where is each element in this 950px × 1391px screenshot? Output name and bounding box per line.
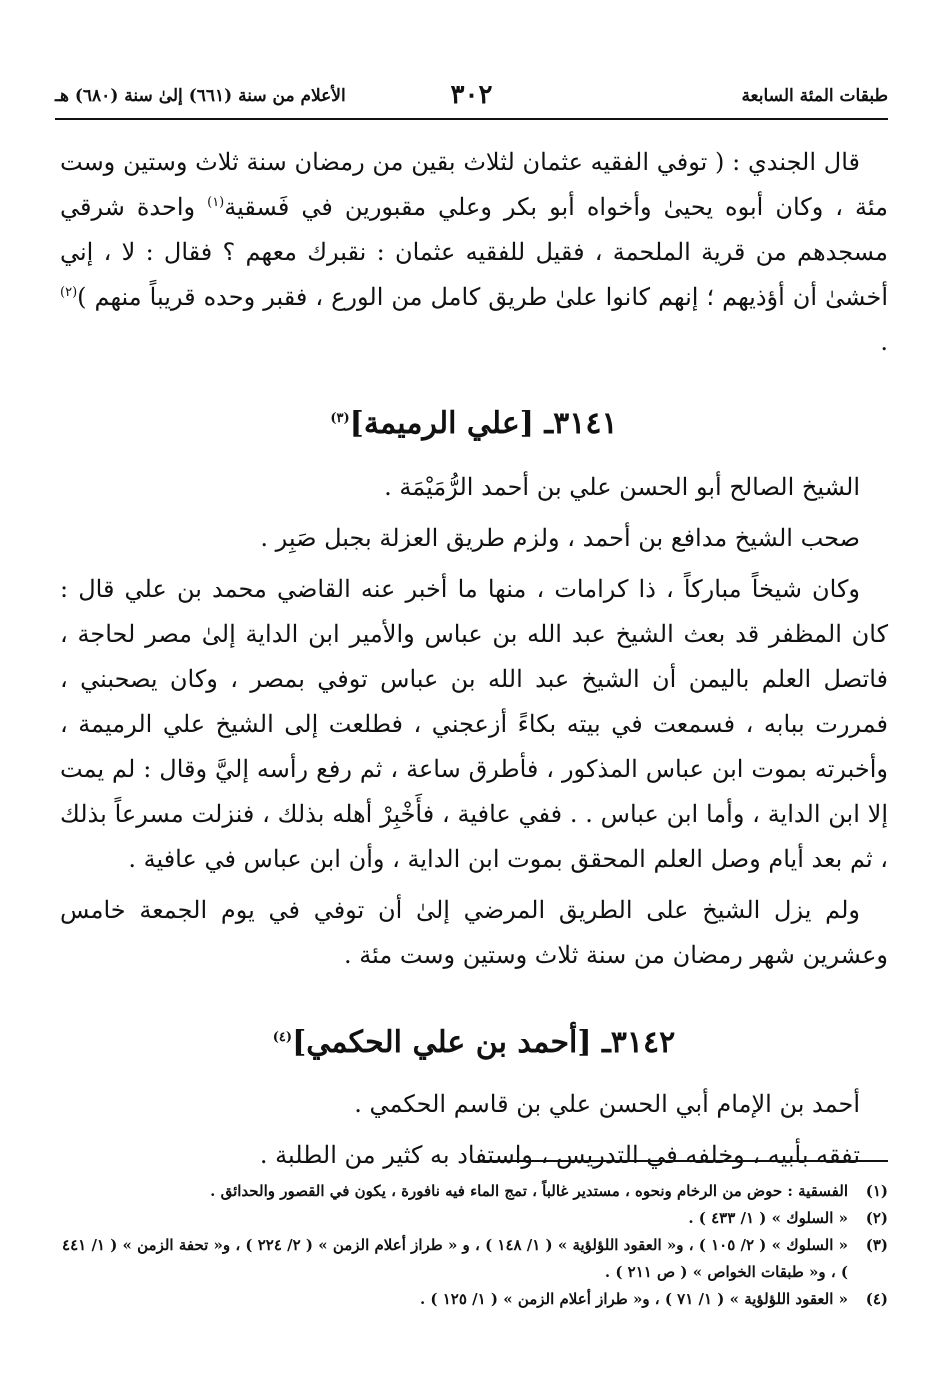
page-body <box>60 140 888 1184</box>
entry2-paragraph: تفقه بأبيه ، وخلفه في التدريس ، واستفاد به كثير من الطلبة . <box>259 1141 860 1169</box>
entry2-paragraph: أحمد بن الإمام أبي الحسن علي بن قاسم الحكمي . <box>354 1090 860 1118</box>
entry1-paragraph: وكان شيخاً مباركاً ، ذا كرامات ، منها ما أخبر عنه القاضي محمد بن علي قال : كان المظفر قد بعث الشيخ عبد الله بن عباس والأمير ابن الداية إلىٰ مصر لحاجة ، فاتصل العلم باليمن أن الشيخ عبد الله بن عباس توفي بمصر ، وكان يصحبني ، فمررت ببابه ، فسمعت في بيته بكاءً أزعجني ، فطلعت إلى الشيخ علي الرميمة ، وأخبرته بموت ابن عباس المذكور ، فأطرق ساعة ، ثم رفع رأسه إليَّ وقال : لم يمت إلا ابن الداية ، وأما ابن عباس . . ففي عافية ، فأَخْبِرْ أهله بذلك ، فنزلت مسرعاً بذلك ، ثم بعد أيام وصل العلم المحقق بموت ابن الداية ، وأن ابن عباس في عافية . <box>60 575 889 873</box>
footnotes <box>60 1160 888 1313</box>
entry1-paragraph: صحب الشيخ مدافع بن أحمد ، ولزم طريق العزلة بجبل صَبِر . <box>260 524 860 552</box>
footnote-ref-3: (٣) <box>330 411 350 426</box>
entry1-paragraph: الشيخ الصالح أبو الحسن علي بن أحمد الرُّمَيْمَة . <box>384 473 860 501</box>
paragraph-text: . <box>880 328 888 356</box>
header-range: الأعلام من سنة (٦٦١) إلىٰ سنة (٦٨٠) هـ <box>55 86 346 106</box>
footnote-number: (٢) <box>865 1209 888 1227</box>
entry1-paragraph: ولم يزل الشيخ على الطريق المرضي إلىٰ أن توفي في يوم الجمعة خامس وعشرين شهر رمضان من سنة ثلاث وستين وست مئة . <box>60 896 888 969</box>
footnote <box>60 1232 888 1286</box>
paragraph-jundi-quote <box>60 140 888 365</box>
footnote-number: (١) <box>865 1182 888 1200</box>
footnote-separator <box>478 1160 888 1162</box>
footnote <box>60 1178 888 1205</box>
footnote-number: (٣) <box>865 1236 888 1254</box>
footnote <box>60 1205 888 1232</box>
footnote-text: الفسقية : حوض من الرخام ونحوه ، مستدير غالباً ، تمج الماء فيه نافورة ، يكون في القصور والحدائق . <box>210 1182 848 1200</box>
footnote-text: « العقود اللؤلؤية » ( ١/ ٧١ ) ، و« طراز أعلام الزمن » ( ١/ ١٢٥ ) . <box>419 1290 848 1308</box>
entry-title-text: ٣١٤١ـ [علي الرميمة] <box>349 406 618 441</box>
entry-title-text: ٣١٤٢ـ [أحمد بن علي الحكمي] <box>292 1025 676 1060</box>
page-number: ٣٠٢ <box>450 80 493 110</box>
footnote-ref-2: (٢) <box>60 285 78 300</box>
paragraph-text: قال الجندي : ( توفي الفقيه عثمان لثلاث بقين من رمضان سنة ثلاث وستين وست مئة ، وكان أبوه يحيىٰ وأخواه أبو بكر وعلي مقبورين في فَسقية <box>60 148 888 221</box>
running-header <box>55 82 888 120</box>
header-book-section: طبقات المئة السابعة <box>741 86 888 106</box>
footnote <box>60 1286 888 1313</box>
footnote-text: « السلوك » ( ١/ ٤٣٣ ) . <box>688 1209 848 1227</box>
footnote-number: (٤) <box>865 1290 888 1308</box>
entry-title-3141 <box>60 399 888 449</box>
footnote-text: « السلوك » ( ٢/ ١٠٥ ) ، و« العقود اللؤلؤية » ( ١/ ١٤٨ ) ، و « طراز أعلام الزمن » ( ٢/ ٢٢٤ ) ، و« تحفة الزمن » ( ١/ ٤٤١ ) ، و« طبقات الخواص » ( ص ٢١١ ) . <box>62 1236 848 1281</box>
paragraph-text: واحدة شرقي مسجدهم من قرية الملحمة ، فقيل للفقيه عثمان : نقبرك معهم ؟ فقال : لا ، إني أخشىٰ أن أؤذيهم ؛ إنهم كانوا علىٰ طريق كامل من الورع ، فقبر وحده قريباً منهم ) <box>60 193 888 311</box>
footnote-ref-4: (٤) <box>272 1030 293 1045</box>
footnote-ref-1: (١) <box>207 195 225 210</box>
entry-title-3142 <box>60 1018 888 1068</box>
